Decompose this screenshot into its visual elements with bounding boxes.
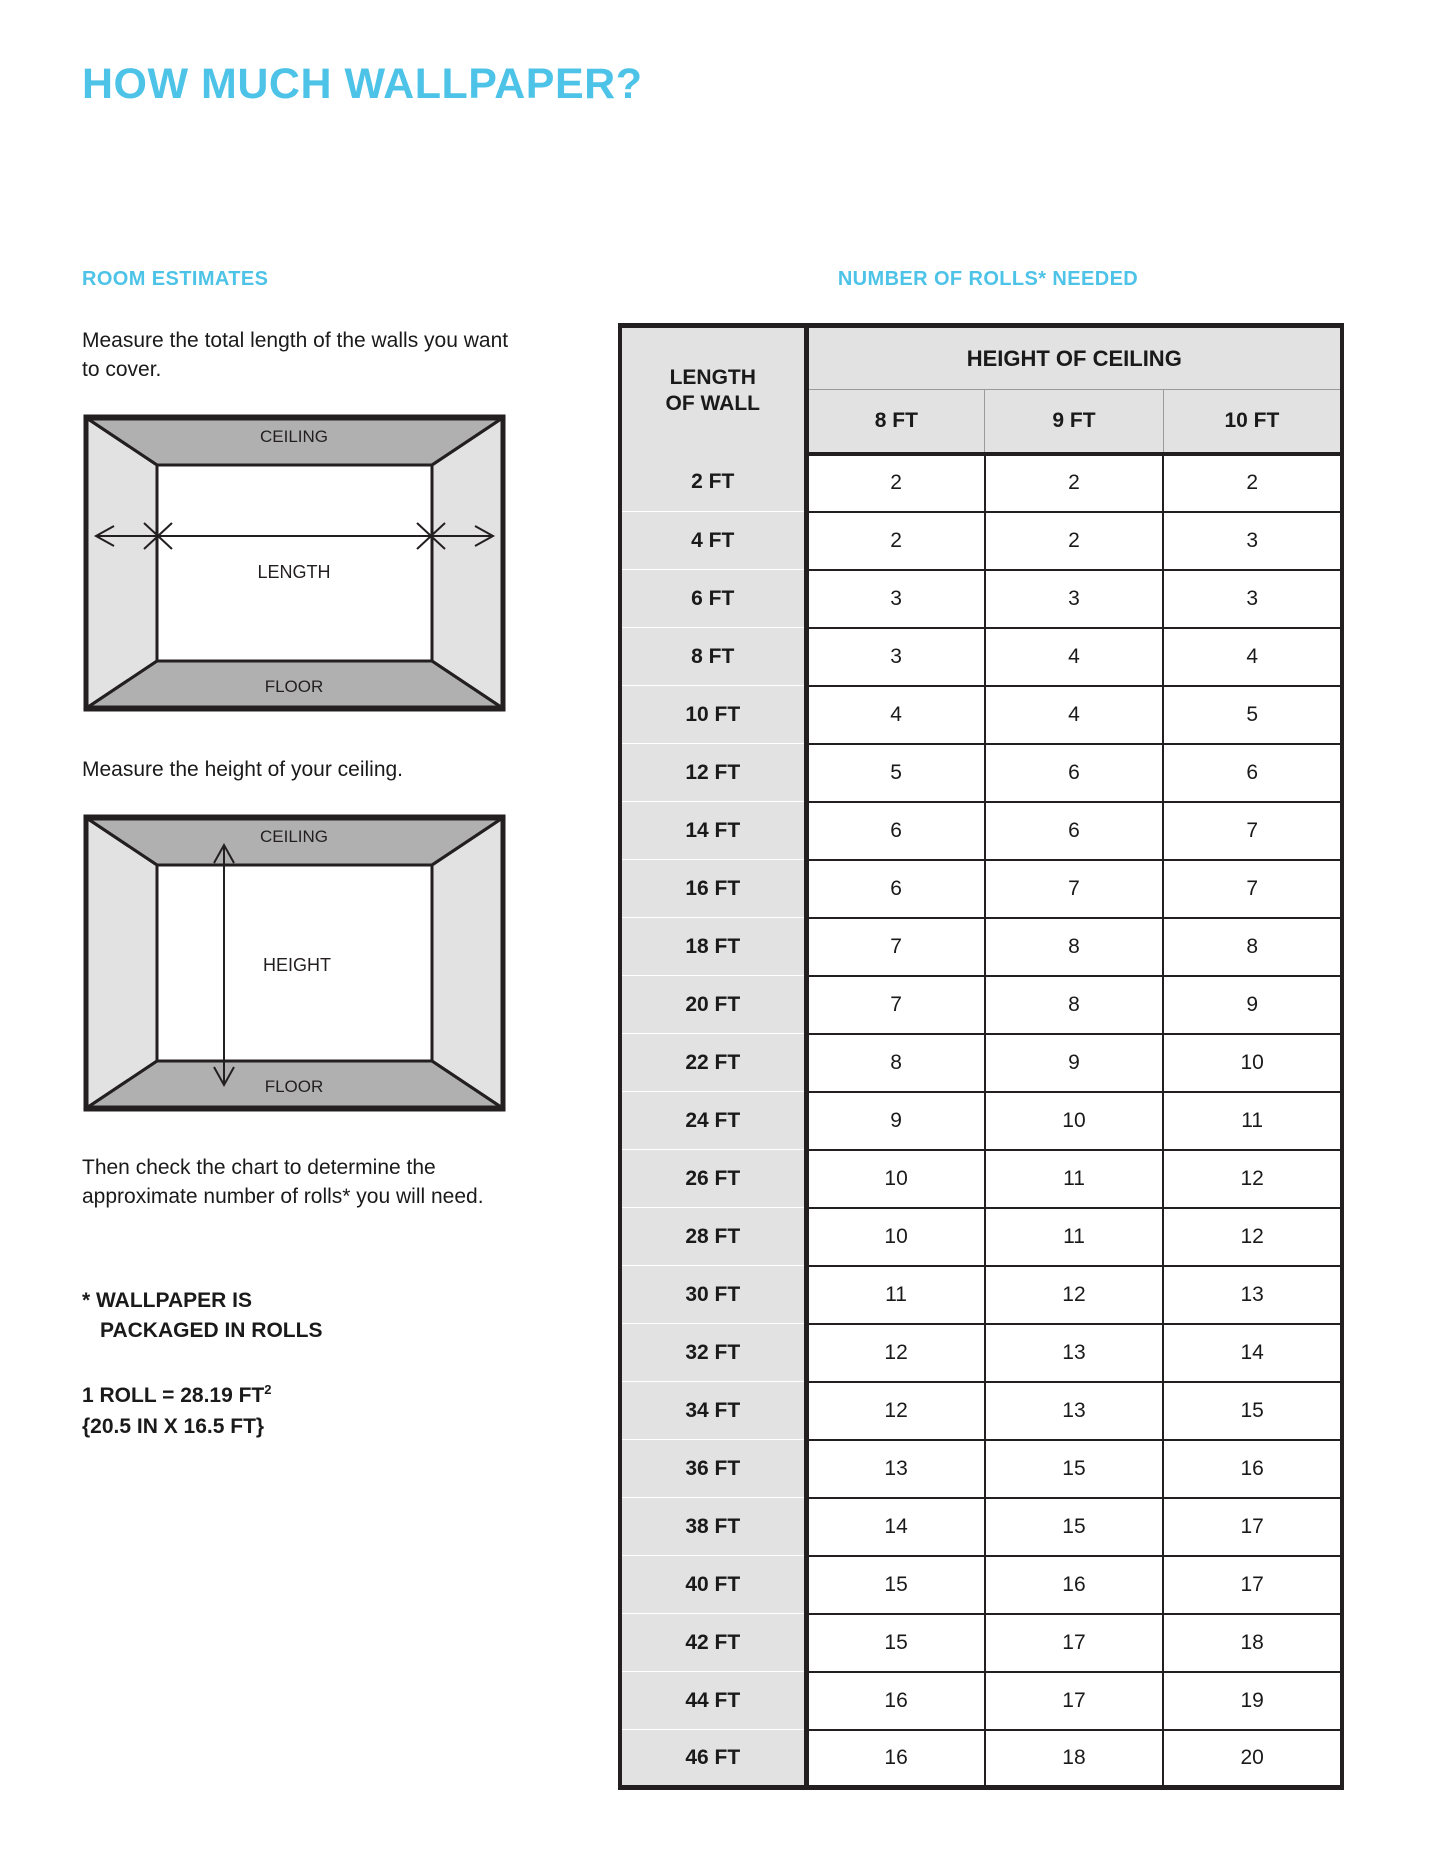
rolls-value-cell: 11 <box>985 1150 1164 1208</box>
rolls-value-cell: 9 <box>806 1092 985 1150</box>
rolls-value-cell: 6 <box>806 802 985 860</box>
table-row <box>620 1382 1342 1440</box>
rolls-value-cell: 3 <box>806 570 985 628</box>
row-length-label: 46 FT <box>620 1730 806 1788</box>
column-header-8ft: 8 FT <box>806 390 985 454</box>
rolls-value-cell: 14 <box>1163 1324 1342 1382</box>
room-diagram-length <box>82 413 507 718</box>
rolls-table-heading: NUMBER OF ROLLS* NEEDED <box>837 268 1139 290</box>
rolls-value-cell: 15 <box>985 1498 1164 1556</box>
diagram-length-label: LENGTH <box>257 561 331 582</box>
table-row <box>620 1150 1342 1208</box>
rolls-value-cell: 6 <box>985 744 1164 802</box>
table-row <box>620 1614 1342 1672</box>
rolls-value-cell: 7 <box>806 976 985 1034</box>
roll-area-text: 1 ROLL = 28.19 FT <box>82 1384 265 1408</box>
rolls-value-cell: 7 <box>1163 860 1342 918</box>
wallpaper-note <box>82 1286 512 1346</box>
diagram-floor-label: FLOOR <box>264 676 324 696</box>
rolls-value-cell: 7 <box>985 860 1164 918</box>
table-row <box>620 686 1342 744</box>
row-length-label: 32 FT <box>620 1324 806 1382</box>
length-header-line1: LENGTH <box>669 365 756 389</box>
rolls-value-cell: 12 <box>1163 1208 1342 1266</box>
rolls-table-body <box>620 454 1342 1788</box>
table-row <box>620 1034 1342 1092</box>
rolls-value-cell: 8 <box>985 976 1164 1034</box>
row-length-label: 44 FT <box>620 1672 806 1730</box>
rolls-value-cell: 3 <box>1163 570 1342 628</box>
rolls-value-cell: 14 <box>806 1498 985 1556</box>
row-length-label: 30 FT <box>620 1266 806 1324</box>
roll-area-line <box>82 1381 512 1411</box>
rolls-value-cell: 20 <box>1163 1730 1342 1788</box>
table-row <box>620 1672 1342 1730</box>
instruction-measure-length: Measure the total length of the walls you want to cover. <box>82 329 509 381</box>
row-length-label: 42 FT <box>620 1614 806 1672</box>
rolls-value-cell: 8 <box>985 918 1164 976</box>
row-length-label: 24 FT <box>620 1092 806 1150</box>
row-length-label: 26 FT <box>620 1150 806 1208</box>
diagram-floor-label: FLOOR <box>264 1076 324 1096</box>
rolls-value-cell: 18 <box>1163 1614 1342 1672</box>
table-row <box>620 860 1342 918</box>
table-row <box>620 976 1342 1034</box>
height-of-ceiling-header: HEIGHT OF CEILING <box>806 326 1342 390</box>
rolls-value-cell: 17 <box>1163 1498 1342 1556</box>
table-row <box>620 1324 1342 1382</box>
rolls-value-cell: 3 <box>985 570 1164 628</box>
rolls-table-header <box>620 326 1342 454</box>
length-of-wall-header <box>620 326 806 454</box>
column-header-10ft: 10 FT <box>1163 390 1342 454</box>
row-length-label: 12 FT <box>620 744 806 802</box>
row-length-label: 8 FT <box>620 628 806 686</box>
rolls-value-cell: 6 <box>806 860 985 918</box>
row-length-label: 10 FT <box>620 686 806 744</box>
length-header-line2: OF WALL <box>665 391 760 415</box>
table-row <box>620 802 1342 860</box>
rolls-value-cell: 5 <box>1163 686 1342 744</box>
rolls-value-cell: 15 <box>806 1614 985 1672</box>
table-row <box>620 1498 1342 1556</box>
rolls-value-cell: 12 <box>806 1324 985 1382</box>
row-length-label: 20 FT <box>620 976 806 1034</box>
rolls-value-cell: 4 <box>806 686 985 744</box>
rolls-value-cell: 10 <box>1163 1034 1342 1092</box>
diagram-ceiling-label: CEILING <box>259 426 329 446</box>
row-length-label: 34 FT <box>620 1382 806 1440</box>
roll-area-exponent: 2 <box>264 1382 272 1398</box>
rolls-value-cell: 17 <box>1163 1556 1342 1614</box>
instruction-measure-height: Measure the height of your ceiling. <box>82 757 404 781</box>
rolls-value-cell: 6 <box>985 802 1164 860</box>
rolls-value-cell: 10 <box>806 1208 985 1266</box>
rolls-value-cell: 13 <box>985 1382 1164 1440</box>
rolls-value-cell: 9 <box>1163 976 1342 1034</box>
table-row <box>620 1092 1342 1150</box>
rolls-value-cell: 11 <box>985 1208 1164 1266</box>
rolls-value-cell: 15 <box>1163 1382 1342 1440</box>
row-length-label: 16 FT <box>620 860 806 918</box>
row-length-label: 18 FT <box>620 918 806 976</box>
rolls-value-cell: 19 <box>1163 1672 1342 1730</box>
rolls-value-cell: 5 <box>806 744 985 802</box>
roll-dimensions-line: {20.5 IN X 16.5 FT} <box>82 1414 265 1438</box>
rolls-value-cell: 2 <box>985 512 1164 570</box>
table-row <box>620 1440 1342 1498</box>
rolls-value-cell: 12 <box>806 1382 985 1440</box>
row-length-label: 2 FT <box>620 454 806 512</box>
table-row <box>620 1266 1342 1324</box>
rolls-value-cell: 12 <box>985 1266 1164 1324</box>
rolls-value-cell: 16 <box>806 1672 985 1730</box>
row-length-label: 4 FT <box>620 512 806 570</box>
rolls-value-cell: 2 <box>806 454 985 512</box>
table-row <box>620 918 1342 976</box>
rolls-value-cell: 2 <box>806 512 985 570</box>
rolls-value-cell: 8 <box>806 1034 985 1092</box>
note-line-2: PACKAGED IN ROLLS <box>100 1318 323 1342</box>
rolls-value-cell: 15 <box>985 1440 1164 1498</box>
row-length-label: 28 FT <box>620 1208 806 1266</box>
rolls-value-cell: 11 <box>806 1266 985 1324</box>
rolls-value-cell: 4 <box>985 686 1164 744</box>
rolls-value-cell: 17 <box>985 1672 1164 1730</box>
rolls-value-cell: 6 <box>1163 744 1342 802</box>
roll-spec <box>82 1381 512 1442</box>
rolls-value-cell: 3 <box>806 628 985 686</box>
room-estimates-column <box>82 268 512 1442</box>
row-length-label: 40 FT <box>620 1556 806 1614</box>
diagram-height-label: HEIGHT <box>262 954 332 975</box>
room-estimates-heading: ROOM ESTIMATES <box>82 268 269 290</box>
row-length-label: 14 FT <box>620 802 806 860</box>
table-row <box>620 570 1342 628</box>
row-length-label: 6 FT <box>620 570 806 628</box>
rolls-value-cell: 8 <box>1163 918 1342 976</box>
column-header-9ft: 9 FT <box>985 390 1164 454</box>
rolls-table-column <box>618 268 1358 1790</box>
rolls-lookup-table <box>618 323 1344 1790</box>
rolls-value-cell: 11 <box>1163 1092 1342 1150</box>
table-row <box>620 1556 1342 1614</box>
table-header-row-group <box>620 326 1342 390</box>
instruction-check-chart: Then check the chart to determine the approximate number of rolls* you will need. <box>82 1155 484 1208</box>
rolls-value-cell: 12 <box>1163 1150 1342 1208</box>
row-length-label: 22 FT <box>620 1034 806 1092</box>
table-row <box>620 1208 1342 1266</box>
rolls-value-cell: 10 <box>806 1150 985 1208</box>
row-length-label: 36 FT <box>620 1440 806 1498</box>
table-row <box>620 744 1342 802</box>
rolls-value-cell: 2 <box>1163 454 1342 512</box>
table-row <box>620 512 1342 570</box>
rolls-value-cell: 13 <box>806 1440 985 1498</box>
rolls-value-cell: 3 <box>1163 512 1342 570</box>
rolls-value-cell: 13 <box>1163 1266 1342 1324</box>
rolls-value-cell: 10 <box>985 1092 1164 1150</box>
page-title: HOW MUCH WALLPAPER? <box>82 60 643 108</box>
rolls-value-cell: 4 <box>985 628 1164 686</box>
rolls-value-cell: 16 <box>1163 1440 1342 1498</box>
note-line-1: * WALLPAPER IS <box>82 1288 252 1312</box>
diagram-ceiling-label: CEILING <box>259 826 329 846</box>
table-row <box>620 1730 1342 1788</box>
table-row <box>620 454 1342 512</box>
rolls-value-cell: 7 <box>806 918 985 976</box>
rolls-value-cell: 7 <box>1163 802 1342 860</box>
rolls-value-cell: 15 <box>806 1556 985 1614</box>
room-diagram-height <box>82 813 507 1118</box>
rolls-value-cell: 17 <box>985 1614 1164 1672</box>
rolls-value-cell: 16 <box>985 1556 1164 1614</box>
rolls-value-cell: 18 <box>985 1730 1164 1788</box>
table-row <box>620 628 1342 686</box>
rolls-value-cell: 13 <box>985 1324 1164 1382</box>
rolls-value-cell: 16 <box>806 1730 985 1788</box>
rolls-value-cell: 4 <box>1163 628 1342 686</box>
row-length-label: 38 FT <box>620 1498 806 1556</box>
rolls-value-cell: 2 <box>985 454 1164 512</box>
rolls-value-cell: 9 <box>985 1034 1164 1092</box>
